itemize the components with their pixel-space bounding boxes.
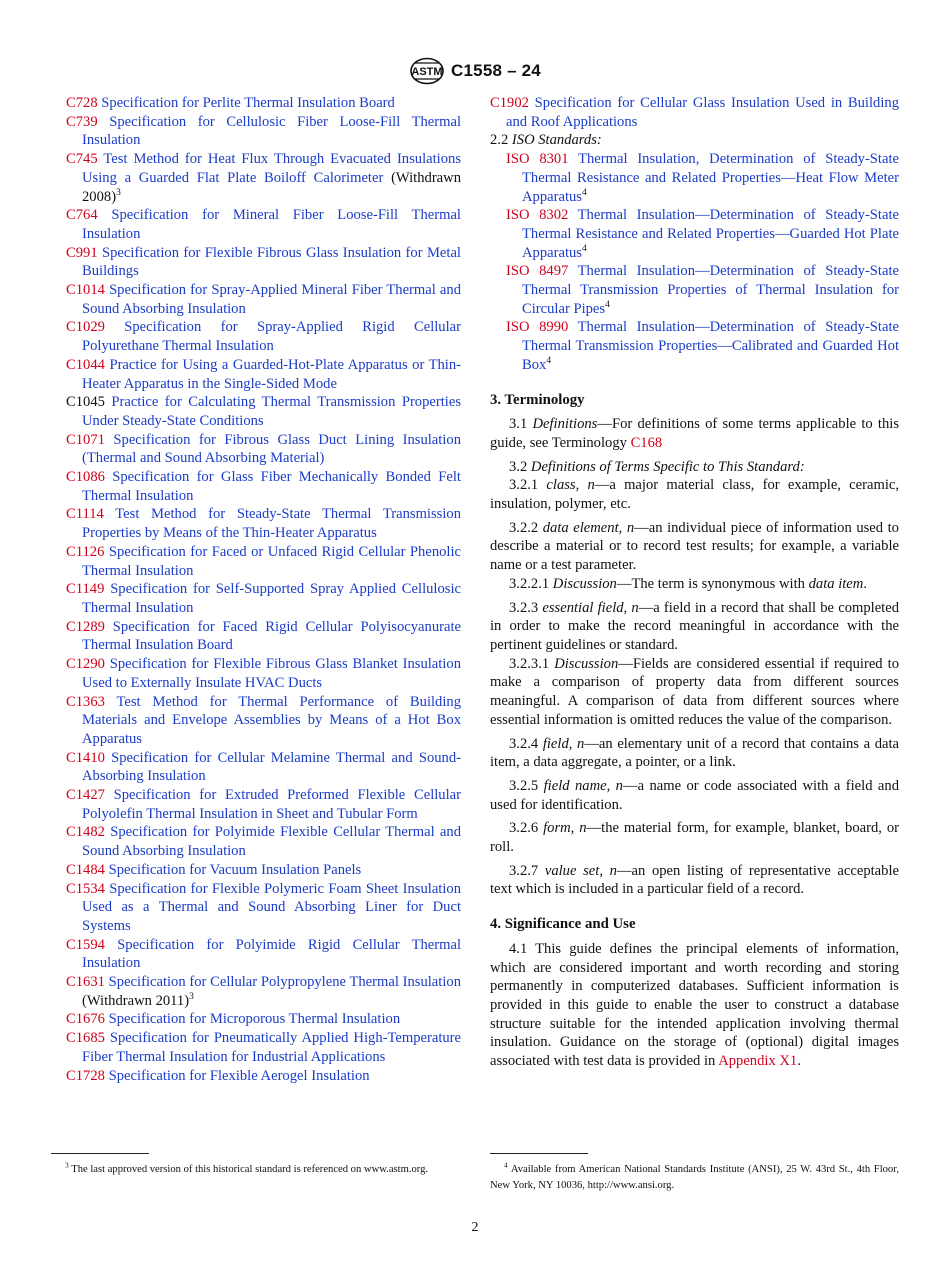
- left-reference-list: [66, 94, 461, 1085]
- left-column: [66, 94, 461, 1085]
- reference-title[interactable]: Test Method for Thermal Performance of Building Materials and Envelope Assemblies by Means of a Hot Box Apparatus: [82, 693, 461, 747]
- reference-code[interactable]: C1685: [66, 1030, 105, 1047]
- reference-item: [66, 749, 461, 786]
- footnote-divider-left: [51, 1153, 149, 1154]
- term: value set, n: [544, 862, 617, 879]
- reference-title[interactable]: Specification for Flexible Aerogel Insulation: [108, 1067, 370, 1084]
- reference-item: [506, 318, 899, 374]
- reference-code[interactable]: C1631: [66, 974, 105, 991]
- clause-number: 3.2.7: [509, 862, 539, 879]
- reference-code[interactable]: C1014: [66, 282, 105, 299]
- reference-item: [506, 150, 899, 206]
- withdrawn-note: (Withdrawn 2011): [82, 992, 190, 1009]
- punctuation: .: [863, 575, 867, 592]
- reference-title[interactable]: Specification for Polyimide Flexible Cellular Thermal and Sound Absorbing Insulation: [82, 824, 462, 860]
- reference-code[interactable]: C1029: [66, 319, 105, 336]
- term: class, n: [546, 477, 595, 494]
- reference-title[interactable]: Specification for Pneumatically Applied High-Temperature Fiber Thermal Insulation for Industrial Applications: [82, 1030, 462, 1065]
- definition-text: —a major material class, for example, ceramic, insulation, polymer, etc.: [490, 477, 899, 513]
- reference-item: [506, 206, 899, 262]
- clause-number: 3.2: [509, 458, 528, 475]
- reference-code[interactable]: C1290: [66, 656, 105, 673]
- reference-title[interactable]: Specification for Glass Fiber Mechanically Bonded Felt Thermal Insulation: [82, 469, 461, 504]
- logo-text: ASTM: [411, 66, 443, 78]
- clause-number: 3.2.3: [509, 599, 539, 616]
- reference-code[interactable]: C1728: [66, 1067, 105, 1084]
- page-header: [0, 55, 950, 87]
- definition-3-2-4: [490, 735, 899, 772]
- reference-code[interactable]: ISO 8301: [506, 151, 569, 168]
- clause-number: 3.2.5: [509, 777, 539, 794]
- definition-text: —For definitions of some terms applicable to this guide, see Terminology: [490, 416, 899, 451]
- reference-title[interactable]: Specification for Fibrous Glass Duct Lining Insulation (Thermal and Sound Absorbing Material): [82, 431, 461, 467]
- definition-text: —a name or code associated with a field and used for identification.: [490, 777, 899, 813]
- term: Definitions: [532, 416, 598, 433]
- definition-3-2-1: [490, 476, 899, 513]
- reference-title[interactable]: Specification for Faced or Unfaced Rigid Cellular Phenolic Thermal Insulation: [82, 543, 462, 579]
- discussion-3-2-2-1: [490, 575, 899, 594]
- reference-code[interactable]: ISO 8302: [506, 207, 569, 224]
- astm-logo: [409, 57, 445, 85]
- punctuation: .: [797, 1053, 801, 1070]
- clause-number: 3.2.2.1: [509, 575, 550, 592]
- synonym-term: data item: [808, 575, 864, 592]
- reference-item: [66, 786, 461, 823]
- reference-title[interactable]: Test Method for Steady-State Thermal Transmission Properties by Means of the Thin-Heater Apparatus: [82, 506, 461, 542]
- clause-number: 3.2.6: [509, 820, 539, 837]
- reference-title[interactable]: Practice for Using a Guarded-Hot-Plate Apparatus or Thin-Heater Apparatus in the Single-Sided Mode: [82, 356, 461, 392]
- reference-code[interactable]: C1086: [66, 469, 105, 486]
- definition-text: —The term is synonymous with: [616, 575, 809, 592]
- reference-code[interactable]: C991: [66, 244, 98, 261]
- clause-number: 3.2.4: [509, 735, 539, 752]
- reference-code[interactable]: C764: [66, 207, 98, 224]
- reference-item: [66, 861, 461, 880]
- document-id: C1558 – 24: [451, 61, 541, 80]
- iso-standards-heading: [490, 131, 899, 150]
- reference-title[interactable]: Specification for Faced Rigid Cellular Polyisocyanurate Thermal Insulation Board: [82, 618, 461, 654]
- footnote-text: Available from American National Standards Institute (ANSI), 25 W. 43rd St., 4th Floor, New York, NY 10036, http://www.ansi.org.: [490, 1164, 899, 1191]
- term: Definitions of Terms Specific to This Standard:: [530, 458, 805, 475]
- reference-title[interactable]: Specification for Polyimide Rigid Cellular Thermal Insulation: [82, 936, 461, 972]
- footnote-marker: 3: [116, 187, 121, 198]
- reference-title[interactable]: Specification for Extruded Preformed Flexible Cellular Polyolefin Thermal Insulation in Sheet and Tubular Form: [82, 787, 461, 822]
- term: form, n: [543, 820, 587, 837]
- reference-item: [66, 1010, 461, 1029]
- reference-code[interactable]: C1676: [66, 1011, 105, 1028]
- term: Discussion: [554, 655, 619, 672]
- paragraph-4-1: [490, 940, 899, 1071]
- reference-item: [66, 206, 461, 243]
- definition-3-2-5: [490, 777, 899, 814]
- right-column: [490, 94, 899, 1071]
- reference-item: [66, 393, 461, 430]
- reference-item: [66, 1029, 461, 1066]
- reference-item: [66, 431, 461, 468]
- footnote-text: The last approved version of this historical standard is referenced on www.astm.org.: [71, 1164, 429, 1175]
- footnote-marker: 4: [581, 243, 587, 254]
- definition-text: —an elementary unit of a record that contains a data item, a data aggregate, a pointer, or a link.: [490, 735, 899, 771]
- reference-title[interactable]: Specification for Microporous Thermal Insulation: [108, 1011, 401, 1028]
- clause-number: 3.2.1: [509, 477, 539, 494]
- reference-code[interactable]: C1902: [490, 95, 529, 111]
- reference-item: [66, 973, 461, 1010]
- reference-title[interactable]: Specification for Spray-Applied Rigid Cellular Polyurethane Thermal Insulation: [82, 319, 461, 355]
- reference-item: [66, 936, 461, 973]
- reference-item: [490, 94, 899, 131]
- reference-title[interactable]: Thermal Insulation—Determination of Steady-State Thermal Transmission Properties—Calibrated and Guarded Hot Box: [522, 319, 899, 373]
- reference-title[interactable]: Specification for Flexible Fibrous Glass Insulation for Metal Buildings: [82, 244, 461, 280]
- reference-item: [66, 1067, 461, 1086]
- reference-code[interactable]: C1114: [66, 506, 104, 523]
- reference-code: C1045: [66, 394, 105, 411]
- withdrawn-note: (Withdrawn 2008): [82, 169, 461, 205]
- footnote-marker: 3: [189, 991, 194, 1002]
- term: Discussion: [552, 575, 617, 592]
- reference-item: [506, 262, 899, 318]
- reference-item: [66, 94, 461, 113]
- appendix-x1-link[interactable]: Appendix X1: [718, 1053, 798, 1070]
- reference-code[interactable]: C1484: [66, 861, 105, 878]
- reference-item: [66, 468, 461, 505]
- section-heading-terminology: 3. Terminology: [490, 391, 585, 408]
- definition-3-2-6: [490, 819, 899, 856]
- reference-title[interactable]: Specification for Cellulosic Fiber Loose-Fill Thermal Insulation: [82, 113, 461, 149]
- definition-3-2-7: [490, 862, 899, 899]
- term: field, n: [542, 735, 585, 752]
- iso-heading-number: 2.2: [490, 132, 509, 149]
- footnote-divider-right: [490, 1153, 588, 1154]
- reference-code[interactable]: C1410: [66, 749, 105, 766]
- reference-item: [66, 655, 461, 692]
- reference-code[interactable]: C1071: [66, 431, 105, 448]
- reference-code[interactable]: C739: [66, 113, 98, 130]
- reference-title[interactable]: Specification for Cellular Polypropylene Thermal Insulation: [108, 974, 461, 991]
- clause-number: 3.1: [509, 416, 528, 433]
- reference-title[interactable]: Specification for Cellular Melamine Thermal and Sound-Absorbing Insulation: [82, 749, 461, 785]
- reference-item: [66, 150, 461, 206]
- reference-item: [66, 880, 461, 936]
- discussion-3-2-3-1: [490, 655, 899, 730]
- footnote-marker: 4: [546, 355, 552, 366]
- reference-code[interactable]: C1126: [66, 543, 105, 560]
- reference-item: [66, 244, 461, 281]
- clause-number: 3.2.3.1: [509, 655, 550, 672]
- reference-code[interactable]: C745: [66, 151, 98, 168]
- reference-title[interactable]: Thermal Insulation—Determination of Steady-State Thermal Resistance and Related Properties—Guarded Hot Plate Apparatus: [522, 207, 899, 261]
- reference-item: [66, 823, 461, 860]
- reference-title[interactable]: Specification for Spray-Applied Mineral Fiber Thermal and Sound Absorbing Insulation: [82, 282, 461, 317]
- reference-code[interactable]: ISO 8497: [506, 263, 569, 280]
- reference-title[interactable]: Specification for Flexible Fibrous Glass Blanket Insulation Used to Externally Insulate HVAC Ducts: [82, 656, 461, 691]
- footnote-marker: 4: [605, 299, 610, 310]
- reference-item: [66, 543, 461, 580]
- footnote-number: 3: [65, 1160, 69, 1170]
- page-number: 2: [471, 1220, 479, 1235]
- paragraph-3-1: [490, 415, 899, 452]
- clause-number: 3.2.2: [509, 519, 539, 536]
- reference-code[interactable]: ISO 8990: [506, 319, 569, 336]
- reference-item: [66, 505, 461, 542]
- paragraph-text: 4.1 This guide defines the principal elements of information, which are considered important and worth recording and storing permanently in computerized databases. Sufficient information is provided in this guide to enable the user to construct a database structure suitable for the intended application involving thermal insulation. Guidance on the storage of (optional) digital images associated with test data is provided in: [490, 940, 899, 1070]
- reference-item: [66, 693, 461, 749]
- section-heading-significance: 4. Significance and Use: [490, 916, 636, 933]
- reference-title[interactable]: Specification for Mineral Fiber Loose-Fill Thermal Insulation: [82, 207, 461, 242]
- reference-code[interactable]: C1363: [66, 693, 105, 710]
- term: field name, n: [543, 777, 623, 794]
- reference-item: [66, 281, 461, 318]
- reference-title[interactable]: Specification for Perlite Thermal Insulation Board: [101, 95, 395, 111]
- definition-text: —a field in a record that shall be completed in order to make the record meaningful in accordance with the pertinent guidelines or standard.: [490, 599, 899, 653]
- term: data element, n: [542, 519, 635, 536]
- reference-code[interactable]: C1594: [66, 936, 105, 953]
- reference-title[interactable]: Specification for Vacuum Insulation Panels: [108, 861, 362, 878]
- reference-code[interactable]: C1534: [66, 880, 105, 897]
- reference-item: [66, 356, 461, 393]
- definition-3-2-2: [490, 519, 899, 575]
- term: essential field, n: [542, 599, 639, 616]
- footnote-3: [51, 1162, 461, 1178]
- reference-title[interactable]: Specification for Cellular Glass Insulation Used in Building and Roof Applications: [506, 95, 899, 130]
- reference-code[interactable]: C1482: [66, 824, 105, 841]
- definition-text: —the material form, for example, blanket, board, or roll.: [490, 820, 899, 856]
- iso-reference-list: [490, 150, 899, 374]
- reference-item: [66, 618, 461, 655]
- reference-title[interactable]: Thermal Insulation, Determination of Steady-State Thermal Resistance and Related Properties—Heat Flow Meter Apparatus: [522, 151, 899, 205]
- reference-code[interactable]: C1427: [66, 787, 105, 804]
- reference-title[interactable]: Thermal Insulation—Determination of Steady-State Thermal Transmission Properties of Thermal Insulation for Circular Pipes: [522, 263, 899, 317]
- definition-3-2-3: [490, 599, 899, 655]
- reference-title[interactable]: Specification for Self-Supported Spray Applied Cellulosic Thermal Insulation: [82, 581, 461, 616]
- reference-title[interactable]: Specification for Flexible Polymeric Foam Sheet Insulation Used as a Thermal and Sound Absorbing Liner for Duct Systems: [82, 880, 462, 934]
- reference-code[interactable]: C1044: [66, 356, 105, 373]
- reference-item: [66, 318, 461, 355]
- reference-item: [66, 113, 461, 150]
- reference-code[interactable]: C1149: [66, 581, 105, 598]
- footnote-marker: 4: [581, 187, 587, 198]
- footnote-number: 4: [504, 1160, 508, 1170]
- paragraph-3-2: [490, 458, 899, 477]
- reference-code[interactable]: C1289: [66, 618, 105, 635]
- terminology-c168-link[interactable]: C168: [630, 434, 663, 451]
- iso-heading-text: ISO Standards:: [511, 132, 602, 149]
- reference-code[interactable]: C728: [66, 95, 98, 111]
- definition-text: —an individual piece of information used to describe a material or to record test results; for example, a variable name or a test parameter.: [490, 519, 899, 574]
- footnote-4: [490, 1162, 899, 1193]
- reference-title[interactable]: Practice for Calculating Thermal Transmission Properties Under Steady-State Conditions: [82, 394, 461, 429]
- definition-text: —an open listing of representative acceptable text which is included in a particular field of a record.: [490, 862, 899, 898]
- reference-title[interactable]: Test Method for Heat Flux Through Evacuated Insulations Using a Guarded Flat Plate Boiloff Calorimeter: [82, 151, 461, 186]
- definition-text: —Fields are considered essential if required to make a comparison of property data from different sources meaningful. A comparison of data from different sources where essential information is omitted reduces the value of the comparison.: [490, 655, 899, 728]
- reference-item: [66, 580, 461, 617]
